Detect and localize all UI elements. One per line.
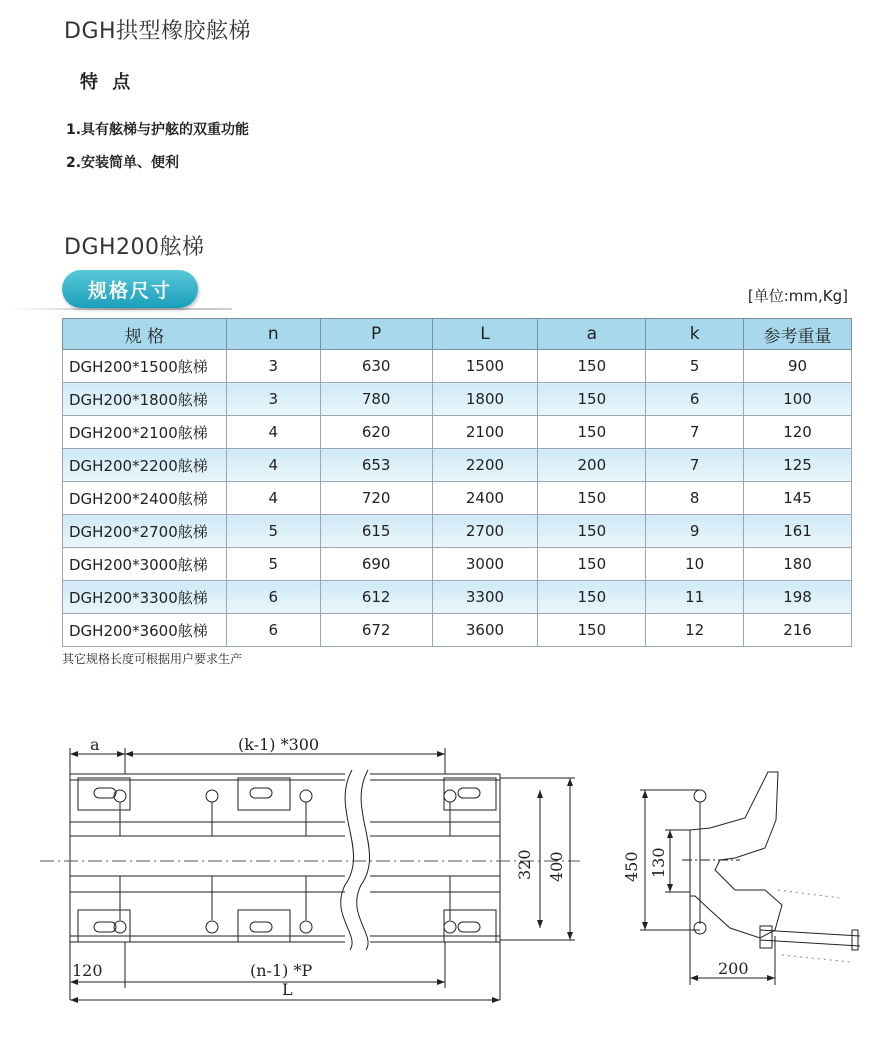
spec-model-cell: DGH200*3300舷梯: [63, 581, 227, 614]
spec-value-cell: 5: [226, 548, 320, 581]
spec-value-cell: 3: [226, 350, 320, 383]
header-cell: L: [432, 319, 538, 350]
dim-130-label: 130: [649, 847, 668, 878]
spec-value-cell: 3300: [432, 581, 538, 614]
spec-value-cell: 12: [646, 614, 744, 647]
dim-np-label: (n-1) *P: [250, 961, 313, 980]
spec-value-cell: 2700: [432, 515, 538, 548]
page-title: DGH拱型橡胶舷梯: [64, 19, 252, 44]
feature-item: 1.具有舷梯与护舷的双重功能: [66, 122, 250, 138]
spec-value-cell: 672: [320, 614, 432, 647]
spec-value-cell: 4: [226, 449, 320, 482]
spec-value-cell: 90: [744, 350, 852, 383]
spec-value-cell: 780: [320, 383, 432, 416]
header-cell: a: [538, 319, 646, 350]
table-header-row: [63, 319, 852, 350]
spec-value-cell: 4: [226, 416, 320, 449]
spec-value-cell: 2400: [432, 482, 538, 515]
header-cell: 规 格: [63, 319, 227, 350]
dim-k-label: (k-1) *300: [238, 735, 320, 754]
spec-model-cell: DGH200*1500舷梯: [63, 350, 227, 383]
header-cell: P: [320, 319, 432, 350]
table-row: [63, 614, 852, 647]
table-row: [63, 515, 852, 548]
spec-value-cell: 2100: [432, 416, 538, 449]
table-row: [63, 383, 852, 416]
dim-a-label: a: [90, 735, 100, 754]
table-row: [63, 548, 852, 581]
spec-value-cell: 150: [538, 614, 646, 647]
spec-value-cell: 4: [226, 482, 320, 515]
spec-value-cell: 3: [226, 383, 320, 416]
spec-value-cell: 150: [538, 482, 646, 515]
spec-value-cell: 216: [744, 614, 852, 647]
table-row: [63, 482, 852, 515]
dim-400-label: 400: [547, 851, 566, 882]
technical-drawing: [0, 700, 886, 1056]
spec-value-cell: 10: [646, 548, 744, 581]
spec-value-cell: 150: [538, 350, 646, 383]
spec-value-cell: 2200: [432, 449, 538, 482]
spec-value-cell: 200: [538, 449, 646, 482]
spec-value-cell: 11: [646, 581, 744, 614]
spec-value-cell: 3600: [432, 614, 538, 647]
dim-120-label: 120: [72, 961, 103, 980]
spec-value-cell: 161: [744, 515, 852, 548]
spec-model-cell: DGH200*1800舷梯: [63, 383, 227, 416]
dim-l-label: L: [282, 980, 293, 999]
spec-value-cell: 6: [226, 614, 320, 647]
table-row: [63, 581, 852, 614]
spec-value-cell: 720: [320, 482, 432, 515]
spec-model-cell: DGH200*2700舷梯: [63, 515, 227, 548]
footnote: 其它规格长度可根据用户要求生产: [62, 652, 243, 666]
dimension-lines: [70, 748, 575, 1000]
spec-value-cell: 125: [744, 449, 852, 482]
table-row: [63, 350, 852, 383]
spec-value-cell: 100: [744, 383, 852, 416]
features-heading: 特 点: [80, 72, 135, 93]
header-cell: n: [226, 319, 320, 350]
spec-value-cell: 690: [320, 548, 432, 581]
spec-value-cell: 630: [320, 350, 432, 383]
section-title: DGH200舷梯: [64, 235, 205, 260]
spec-value-cell: 5: [226, 515, 320, 548]
front-view: [40, 770, 580, 950]
spec-table: [62, 318, 852, 647]
spec-value-cell: 145: [744, 482, 852, 515]
spec-value-cell: 150: [538, 581, 646, 614]
table-body: [63, 350, 852, 647]
side-view: [640, 772, 860, 985]
spec-value-cell: 9: [646, 515, 744, 548]
spec-value-cell: 653: [320, 449, 432, 482]
dim-320-label: 320: [515, 849, 534, 880]
spec-model-cell: DGH200*3000舷梯: [63, 548, 227, 581]
dim-200-label: 200: [718, 959, 749, 978]
badge-underline: [12, 308, 232, 310]
header-cell: k: [646, 319, 744, 350]
spec-badge: 规格尺寸: [62, 270, 198, 308]
dim-450-label: 450: [622, 851, 641, 882]
spec-value-cell: 150: [538, 383, 646, 416]
spec-value-cell: 3000: [432, 548, 538, 581]
spec-value-cell: 180: [744, 548, 852, 581]
spec-model-cell: DGH200*2200舷梯: [63, 449, 227, 482]
spec-model-cell: DGH200*2400舷梯: [63, 482, 227, 515]
spec-value-cell: 620: [320, 416, 432, 449]
spec-value-cell: 150: [538, 515, 646, 548]
spec-value-cell: 6: [646, 383, 744, 416]
spec-value-cell: 198: [744, 581, 852, 614]
spec-value-cell: 612: [320, 581, 432, 614]
spec-value-cell: 5: [646, 350, 744, 383]
spec-value-cell: 150: [538, 548, 646, 581]
spec-value-cell: 1800: [432, 383, 538, 416]
spec-model-cell: DGH200*3600舷梯: [63, 614, 227, 647]
header-cell: 参考重量: [744, 319, 852, 350]
table-row: [63, 416, 852, 449]
unit-label: [单位:mm,Kg]: [747, 287, 848, 305]
table-row: [63, 449, 852, 482]
spec-value-cell: 7: [646, 449, 744, 482]
spec-value-cell: 120: [744, 416, 852, 449]
spec-value-cell: 6: [226, 581, 320, 614]
spec-value-cell: 7: [646, 416, 744, 449]
spec-value-cell: 615: [320, 515, 432, 548]
spec-value-cell: 8: [646, 482, 744, 515]
spec-value-cell: 150: [538, 416, 646, 449]
spec-value-cell: 1500: [432, 350, 538, 383]
spec-model-cell: DGH200*2100舷梯: [63, 416, 227, 449]
feature-item: 2.安装简单、便利: [66, 155, 180, 171]
